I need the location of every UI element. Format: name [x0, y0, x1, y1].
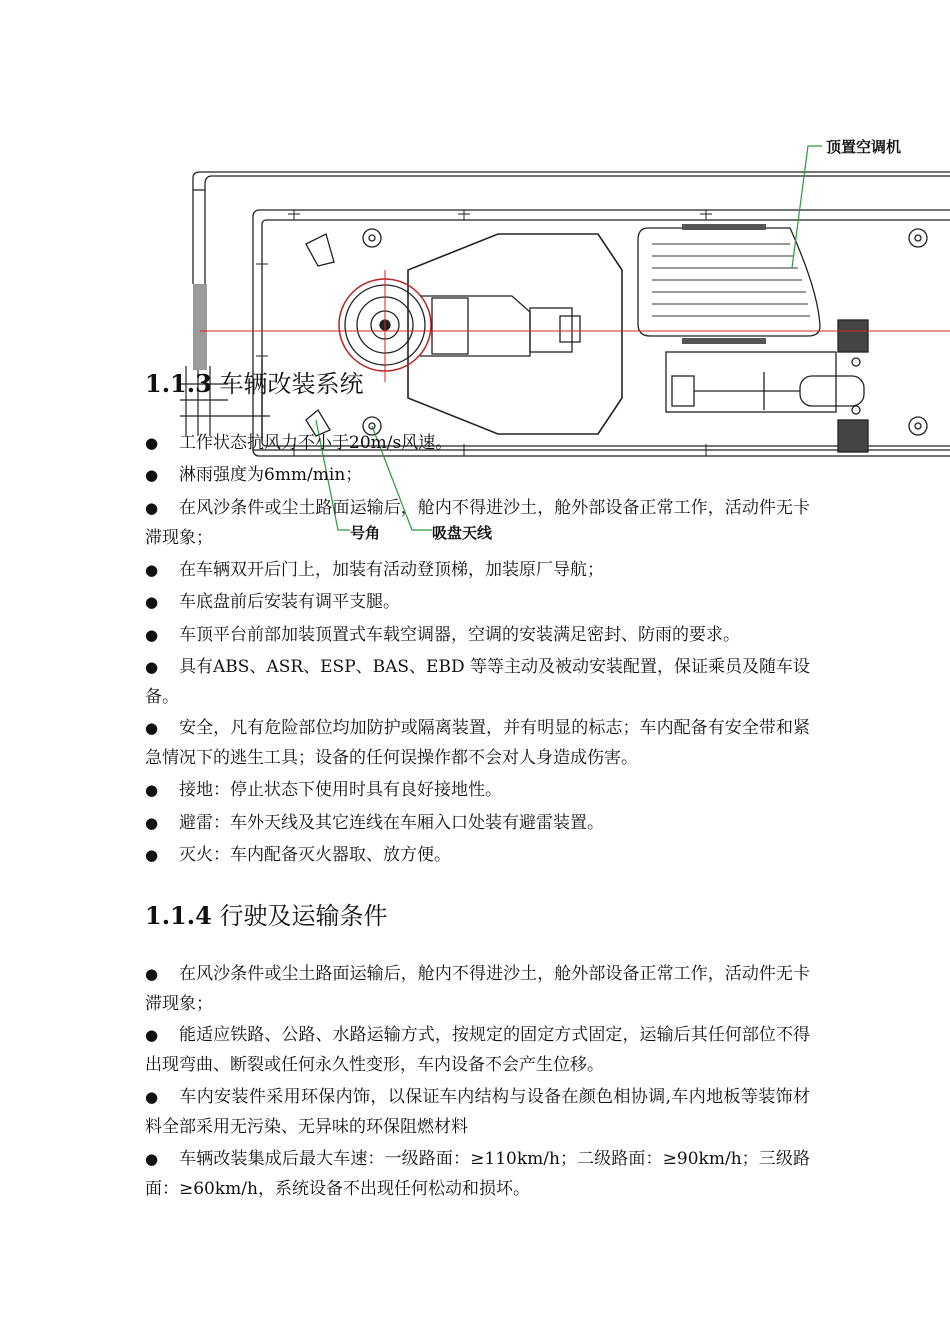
bullet-icon: ●	[145, 434, 159, 452]
list-item: ● 车底盘前后安装有调平支腿。	[145, 587, 810, 617]
section-heading-1-1-4	[145, 896, 387, 931]
bullet-icon: ●	[145, 846, 159, 864]
section-title: 行驶及运输条件	[219, 902, 388, 930]
bullet-icon: ●	[145, 593, 159, 611]
list-item: ● 在车辆双开后门上，加装有活动登顶梯，加装原厂导航；	[145, 555, 810, 585]
bullet-icon: ●	[145, 781, 159, 799]
list-item: ● 具有ABS、ASR、ESP、BAS、EBD 等等主动及被动安装配置，保证乘员及随车设备。	[145, 652, 810, 712]
bullet-icon: ●	[145, 1088, 159, 1106]
list-item: ● 车内安装件采用环保内饰，以保证车内结构与设备在颜色相协调,车内地板等装饰材料全部采用无污染、无异味的环保阻燃材料	[145, 1082, 810, 1142]
label-ac-unit: 顶置空调机	[826, 138, 902, 156]
bullet-icon: ●	[145, 499, 159, 517]
bullet-icon: ●	[145, 561, 159, 579]
bullet-icon: ●	[145, 814, 159, 832]
bullet-icon: ●	[145, 1026, 159, 1044]
bullet-icon: ●	[145, 658, 159, 676]
bullet-icon: ●	[145, 466, 159, 484]
bullet-icon: ●	[145, 965, 159, 983]
section-number: 1.1.4	[145, 901, 212, 930]
label-suction-antenna: 吸盘天线	[432, 524, 493, 542]
section-heading-1-1-3	[145, 364, 363, 399]
list-item: ● 在风沙条件或尘土路面运输后，舱内不得进沙土，舱外部设备正常工作，活动件无卡滞现象；	[145, 493, 810, 553]
label-horn: 号角	[350, 524, 381, 542]
list-item: ● 避雷：车外天线及其它连线在车厢入口处装有避雷装置。	[145, 808, 810, 838]
bullet-icon: ●	[145, 1150, 159, 1168]
section-title: 车辆改装系统	[219, 370, 364, 398]
bullet-icon: ●	[145, 719, 159, 737]
list-item: ● 接地：停止状态下使用时具有良好接地性。	[145, 775, 810, 805]
list-item: ● 淋雨强度为6mm/min；	[145, 460, 810, 490]
list-item: ● 灭火：车内配备灭火器取、放方便。	[145, 840, 810, 870]
list-item: ● 车辆改装集成后最大车速：一级路面：≥110km/h；二级路面：≥90km/h；三级路面：≥60km/h，系统设备不出现任何松动和损坏。	[145, 1144, 810, 1204]
bullet-icon: ●	[145, 626, 159, 644]
list-item: ● 车顶平台前部加装顶置式车载空调器，空调的安装满足密封、防雨的要求。	[145, 620, 810, 650]
list-item: ● 能适应铁路、公路、水路运输方式，按规定的固定方式固定，运输后其任何部位不得出现弯曲、断裂或任何永久性变形，车内设备不会产生位移。	[145, 1020, 810, 1080]
list-item: ● 安全，凡有危险部位均加防护或隔离装置，并有明显的标志；车内配备有安全带和紧急情况下的逃生工具；设备的任何误操作都不会对人身造成伤害。	[145, 713, 810, 773]
list-item: ● 工作状态抗风力不小于20m/s风速。	[145, 428, 810, 458]
list-item: ● 在风沙条件或尘土路面运输后，舱内不得进沙土，舱外部设备正常工作，活动件无卡滞现象；	[145, 959, 810, 1019]
section-number: 1.1.3	[145, 369, 212, 398]
